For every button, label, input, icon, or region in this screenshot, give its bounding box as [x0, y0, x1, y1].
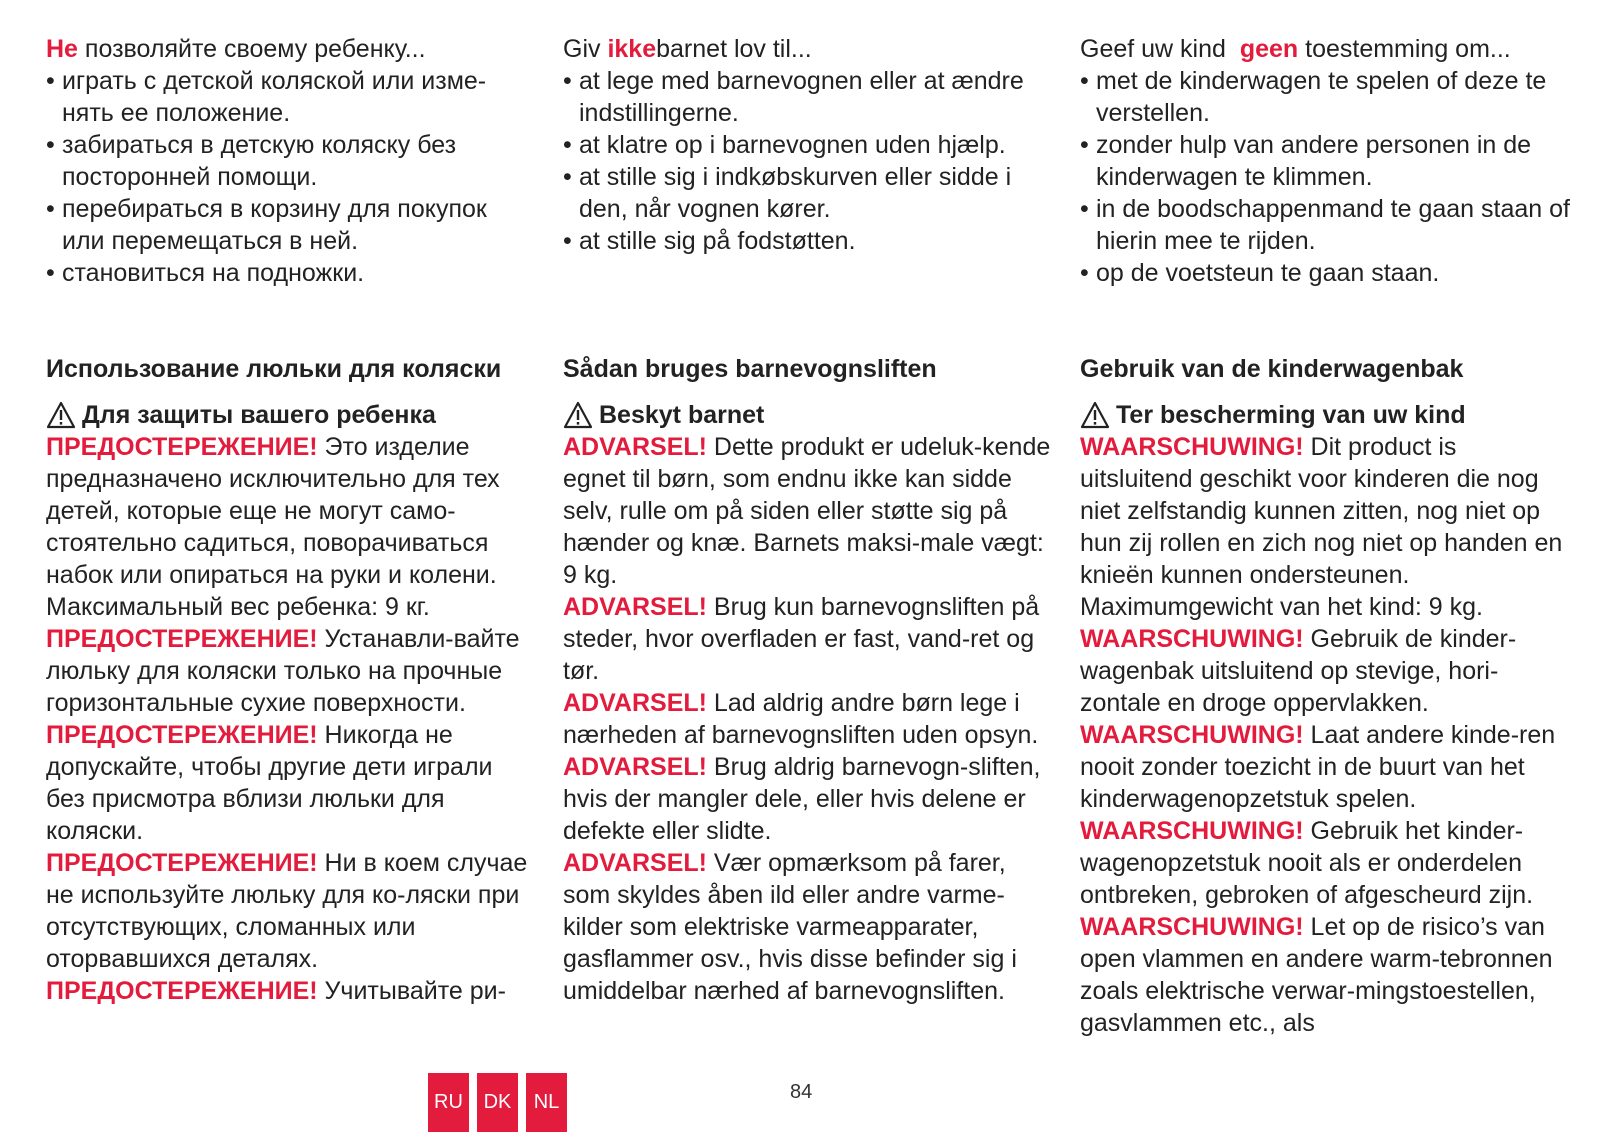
warning-label: ПРЕДОСТЕРЕЖЕНИЕ! — [46, 721, 318, 749]
warning-text: Это изделие предназначено исключительно для тех детей, которые еще не могут само-стоятельно садиться, поворачиваться набок или опираться на руки и колени. Максимальный вес ребенка: 9 кг. — [46, 433, 500, 621]
intro-emphasis: geen — [1239, 35, 1299, 63]
column-nl — [1080, 33, 1570, 1037]
warning-text: Gebruik het kinder-wagenopzetstuk nooit als er onderdelen ontbreken, gebroken of afgescheurd zijn. — [1080, 817, 1534, 909]
list-item: • at stille sig i indkøbskurven eller sidde i den, når vognen kører. — [563, 161, 1053, 225]
warning-label: ПРЕДОСТЕРЕЖЕНИЕ! — [46, 849, 318, 877]
warning-text: Let op de risico’s van open vlammen en andere warm-tebronnen zoals elektrische verwar-mingstoestellen, gasvlammen etc., als — [1080, 913, 1553, 1037]
list-item: • забираться в детскую коляску без посторонней помощи. — [46, 129, 536, 193]
intro-block — [563, 33, 1053, 257]
intro-emphasis: Не — [46, 35, 78, 63]
page-number: 84 — [790, 1081, 813, 1103]
language-tab-dk: DK — [477, 1073, 518, 1132]
warning-paragraph — [46, 431, 536, 623]
warning-triangle-icon — [46, 401, 76, 429]
list-item: • met de kinderwagen te spelen of deze te verstellen. — [1080, 65, 1570, 129]
warning-label: WAARSCHUWING! — [1080, 625, 1304, 653]
subtitle-text: Ter bescherming van uw kind — [1116, 401, 1466, 429]
list-item: • zonder hulp van andere personen in de kinderwagen te klimmen. — [1080, 129, 1570, 193]
list-item: • перебираться в корзину для покупок или перемещаться в ней. — [46, 193, 536, 257]
section-subtitle — [46, 399, 536, 431]
intro-text: barnet lov til... — [656, 35, 812, 63]
intro-block — [1080, 33, 1570, 289]
warning-paragraph — [46, 847, 536, 975]
warning-label: WAARSCHUWING! — [1080, 817, 1304, 845]
bullet-list — [46, 65, 536, 289]
list-item: • in de boodschappenmand te gaan staan of hierin mee te rijden. — [1080, 193, 1570, 257]
bullet-list — [563, 65, 1053, 257]
warning-paragraph — [46, 975, 536, 1007]
language-tab-ru: RU — [428, 1073, 469, 1132]
intro-line — [46, 33, 536, 65]
warning-text: Gebruik de kinder-wagenbak uitsluitend op stevige, hori-zontale en droge oppervlakken. — [1080, 625, 1517, 717]
warning-paragraph — [1080, 431, 1570, 623]
warning-paragraph — [46, 623, 536, 719]
section — [1080, 353, 1570, 1039]
intro-prefix: Giv — [563, 35, 608, 63]
intro-block — [46, 33, 536, 289]
warning-label: WAARSCHUWING! — [1080, 913, 1304, 941]
warning-label: ADVARSEL! — [563, 849, 707, 877]
warning-paragraph — [563, 591, 1053, 687]
warning-label: WAARSCHUWING! — [1080, 721, 1304, 749]
intro-emphasis: ikke — [607, 35, 657, 63]
warning-triangle-icon — [1080, 401, 1110, 429]
section-subtitle — [563, 399, 1053, 431]
section-title: Gebruik van de kinderwagenbak — [1080, 355, 1464, 383]
column-dk — [563, 33, 1053, 1005]
warning-label: ADVARSEL! — [563, 593, 707, 621]
section — [46, 353, 536, 1007]
warning-list — [46, 431, 536, 1007]
warning-label: ADVARSEL! — [563, 753, 707, 781]
warning-label: ADVARSEL! — [563, 689, 707, 717]
bullet-list — [1080, 65, 1570, 289]
list-item: • at stille sig på fodstøtten. — [563, 225, 1053, 257]
section-subtitle — [1080, 399, 1570, 431]
warning-label: ADVARSEL! — [563, 433, 707, 461]
intro-text: позволяйте своему ребенку... — [77, 35, 426, 63]
warning-paragraph — [1080, 719, 1570, 815]
warning-text: Ни в коем случае не используйте люльку для ко-ляски при отсутствующих, сломанных или оторвавшихся деталях. — [46, 849, 528, 973]
warning-text: Dette produkt er udeluk-kende egnet til børn, som endnu ikke kan sidde selv, rulle om på siden eller støtte sig på hænder og knæ. Barnets maksi-male vægt: 9 kg. — [563, 433, 1051, 589]
list-item: • at klatre op i barnevognen uden hjælp. — [563, 129, 1053, 161]
warning-triangle-icon — [563, 401, 593, 429]
column-ru — [46, 33, 536, 1005]
warning-list — [563, 431, 1053, 1007]
warning-paragraph — [1080, 815, 1570, 911]
list-item: • at lege med barnevognen eller at ændre indstillingerne. — [563, 65, 1053, 129]
warning-label: ПРЕДОСТЕРЕЖЕНИЕ! — [46, 433, 318, 461]
section — [563, 353, 1053, 1007]
warning-text: Lad aldrig andre børn lege i nærheden af barnevognsliften uden opsyn. — [563, 689, 1039, 749]
section-title: Sådan bruges barnevognsliften — [563, 355, 937, 383]
warning-paragraph — [563, 847, 1053, 1007]
language-tab-nl: NL — [526, 1073, 567, 1132]
warning-text: Устанавли-вайте люльку для коляски только на прочные горизонтальные сухие поверхности. — [46, 625, 520, 717]
intro-text: toestemming om... — [1298, 35, 1511, 63]
warning-text: Brug aldrig barnevogn-sliften, hvis der mangler dele, eller hvis delene er defekte eller slidte. — [563, 753, 1041, 845]
intro-line — [563, 33, 1053, 65]
warning-paragraph — [563, 431, 1053, 591]
section-title: Использование люльки для коляски — [46, 355, 502, 383]
language-tabs — [428, 1073, 567, 1132]
list-item: • играть с детской коляской или изме-нять ее положение. — [46, 65, 536, 129]
warning-paragraph — [46, 719, 536, 847]
warning-text: Laat andere kinde-ren nooit zonder toezicht in de buurt van het kinderwagenopzetstuk spelen. — [1080, 721, 1556, 813]
warning-paragraph — [563, 751, 1053, 847]
list-item: • op de voetsteun te gaan staan. — [1080, 257, 1570, 289]
intro-line — [1080, 33, 1570, 65]
warning-label: WAARSCHUWING! — [1080, 433, 1304, 461]
warning-list — [1080, 431, 1570, 1039]
warning-paragraph — [1080, 623, 1570, 719]
warning-paragraph — [1080, 911, 1570, 1039]
warning-paragraph — [563, 687, 1053, 751]
subtitle-text: Для защиты вашего ребенка — [82, 401, 436, 429]
warning-text: Никогда не допускайте, чтобы другие дети играли без присмотра вблизи люльки для коляски. — [46, 721, 493, 845]
warning-label: ПРЕДОСТЕРЕЖЕНИЕ! — [46, 625, 318, 653]
subtitle-text: Beskyt barnet — [599, 401, 765, 429]
warning-text: Dit product is uitsluitend geschikt voor kinderen die nog niet zelfstandig kunnen zitten, nog niet op hun zij rollen en zich nog niet op handen en knieën kunnen ondersteunen. Maximumgewicht van het kind: 9 kg. — [1080, 433, 1563, 621]
list-item: • становиться на подножки. — [46, 257, 536, 289]
warning-label: ПРЕДОСТЕРЕЖЕНИЕ! — [46, 977, 318, 1005]
warning-text: Brug kun barnevognsliften på steder, hvor overfladen er fast, vand-ret og tør. — [563, 593, 1040, 685]
warning-text: Учитывайте ри- — [317, 977, 506, 1005]
intro-prefix: Geef uw kind — [1080, 35, 1240, 63]
warning-text: Vær opmærksom på farer, som skyldes åben ild eller andre varme-kilder som elektriske varmeapparater, gasflammer osv., hvis disse befinder sig i umiddelbar nærhed af barnevognsliften. — [563, 849, 1017, 1005]
